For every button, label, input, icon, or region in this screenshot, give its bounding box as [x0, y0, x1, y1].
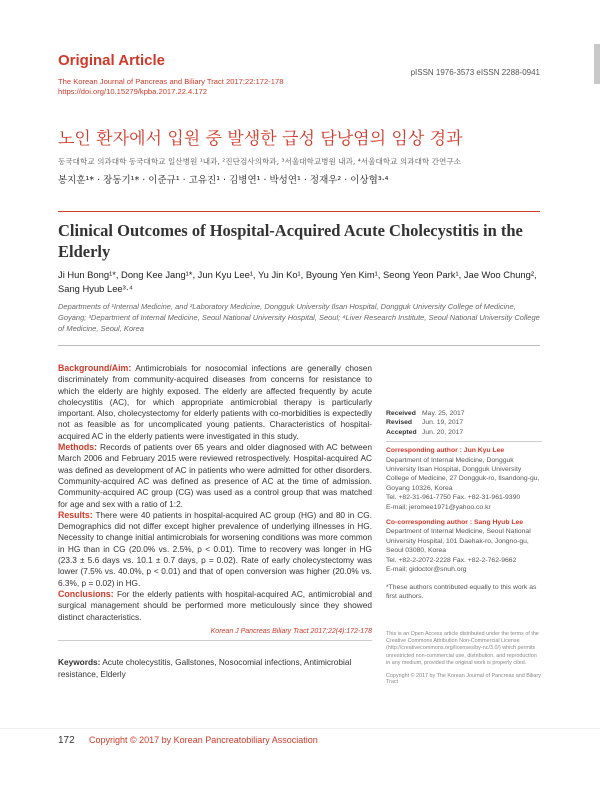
background-text: Antimicrobials for nosocomial infections are generally chosen discriminately from community-acquired diseases from concerns for resistance to which the elderly are highly exposed. The elderly are affected frequently by acute cholecystitis (AC), for which appropriate antimicrobial therapy is particularly important. Also, cholecystectomy for elderly patients with co-morbidities is expectedly not as feasible as for uncomplicated young patients. Characteristics of hospital-acquired AC in the elderly patients were investigated in this study. — [58, 363, 372, 441]
korean-title: 노인 환자에서 입원 중 발생한 급성 담낭염의 임상 경과 — [58, 129, 463, 149]
received-label: Received — [386, 410, 416, 417]
co-corresponding-author-phone: Tel. +82-2-2072-2228 Fax. +82-2-762-9662 — [386, 556, 517, 564]
results-heading: Results: — [58, 509, 93, 520]
journal-citation: The Korean Journal of Pancreas and Biliary Tract 2017;22:172-178 — [58, 77, 284, 86]
methods-heading: Methods: — [58, 442, 98, 453]
revised-label: Revised — [386, 419, 413, 427]
revised-date: Jun. 19, 2017 — [422, 419, 464, 427]
header-divider — [58, 345, 540, 346]
footer-copyright: Copyright © 2017 by Korean Pancreatobiliary Association — [89, 735, 318, 745]
keywords-heading: Keywords: — [58, 657, 101, 667]
accepted-label: Accepted — [386, 428, 417, 436]
sidebar-divider — [386, 441, 542, 442]
open-access-notice: This is an Open Access article distributed under the terms of the Creative Commons Attribution Non-Commercial License (http://creativecommons.org/licenses/by-nc/3.0/) which permits unrestricted non-commercial use, distribution, and reproduction in any medium, provided the original work is properly cited. — [386, 631, 539, 666]
co-corresponding-author-heading: Co-corresponding author : Sang Hyub Lee — [386, 519, 524, 527]
title-divider — [58, 211, 540, 212]
keywords-text: Acute cholecystitis, Gallstones, Nosocomial infections, Antimicrobial resistance, Elderly — [58, 657, 352, 679]
co-corresponding-author-address: Department of Internal Medicine, Seoul National University Hospital, 101 Daehak-ro, Jongno-gu, Seoul 03080, Korea — [386, 528, 531, 555]
abstract — [58, 363, 372, 623]
background-heading: Background/Aim: — [58, 363, 132, 373]
received-date: May. 25, 2017 — [422, 410, 465, 417]
keywords — [58, 657, 372, 680]
korean-authors: 봉지훈¹* · 장동기¹* · 이준규¹ · 고유진¹ · 김병연¹ · 박성연¹ · 정재우² · 이상협³·⁴ — [58, 175, 389, 186]
english-authors: Ji Hun Bong¹*, Dong Kee Jang¹*, Jun Kyu Lee¹, Yu Jin Ko¹, Byoung Yen Kim¹, Seong Yeon Park¹, Jae Woo Chung², Sang Hyub Lee³·⁴ — [58, 269, 537, 294]
abstract-divider — [58, 640, 372, 641]
page-number: 172 — [58, 735, 75, 746]
conclusions-heading: Conclusions: — [58, 588, 114, 599]
dates — [386, 409, 542, 437]
issn: pISSN 1976-3573 eISSN 2288-0941 — [410, 68, 540, 77]
english-title: Clinical Outcomes of Hospital-Acquired Acute Cholecystitis in the Elderly — [58, 221, 523, 261]
article-type: Original Article — [58, 52, 165, 69]
equal-contribution-note: *These authors contributed equally to this work as first authors. — [386, 583, 537, 600]
corresponding-author-phone: Tel. +82-31-961-7750 Fax. +82-31-961-9390 — [386, 494, 521, 502]
accepted-date: Jun. 20, 2017 — [422, 428, 464, 436]
results-text: There were 40 patients in hospital-acquired AC group (HG) and 80 in CG. Demographics did not differ except higher prevalence of underlying illnesses in HG. Necessity to change initial antimicrobials for worsening conditions was more common in HG than in CG (20.0% vs. 2.5%, p < 0.01). Time to recovery was longer in HG (23.3 ± 5.6 days vs. 10.1 ± 0.7 days, p = 0.02). Rate of early cholecystectomy was lower (7.5% vs. 40.0%, p < 0.01) and that of open conversion was higher (20.0% vs. 6.3%, p = 0.02) in HG. — [58, 509, 372, 588]
journal-copyright: Copyright © 2017 by The Korean Journal of Pancreas and Biliary Tract — [386, 673, 541, 685]
doi-link[interactable]: https://doi.org/10.15279/kpba.2017.22.4.172 — [58, 87, 208, 96]
co-corresponding-author-email[interactable]: E-mail; gidoctor@snuh.org — [386, 566, 467, 574]
korean-affiliations: 동국대학교 의과대학 동국대학교 일산병원 ¹내과, ²진단검사의학과, ³서울대학교병원 내과, ⁴서울대학교 의과대학 간연구소 — [58, 157, 461, 166]
corresponding-author-email[interactable]: E-mail; jeromee1971@yahoo.co.kr — [386, 503, 491, 511]
abstract-citation: Korean J Pancreas Biliary Tract 2017;22(4):172-178 — [210, 628, 372, 635]
corresponding-author-heading: Corresponding author : Jun Kyu Lee — [386, 447, 505, 455]
corresponding-author-address: Department of Internal Medicine, Dongguk University Ilsan Hospital, Dongguk University College of Medicine, 27 Dongguk-ro, Ilsandong-gu, Goyang 10326, Korea — [386, 456, 540, 492]
side-tab — [594, 44, 600, 84]
methods-text: Records of patients over 65 years and older diagnosed with AC between March 2006 and February 2015 were reviewed retrospectively. Hospital-acquired AC was defined as development of AC in patients who were admitted for other disorders. Community-acquired AC was defined as presence of AC at the time of admission. Community-acquired AC group (CG) was used as a control group that was matched for age and sex with a ratio of 1:2. — [58, 442, 372, 509]
article-info-sidebar — [386, 409, 542, 601]
footer-divider — [0, 728, 600, 729]
english-affiliations: Departments of ¹Internal Medicine, and ²Laboratory Medicine, Dongguk University Ilsan Hospital, Dongguk University College of Medicine, Goyang; ³Department of Internal Medicine, Seoul National University Hospital, Seoul; ⁴Liver Research Institute, Seoul National University College of Medicine, Seoul, Korea — [58, 302, 540, 333]
conclusions-text: For the elderly patients with hospital-acquired AC, antimicrobial and surgical management should be performed more meticulously since they showed distinct characteristics. — [58, 588, 372, 622]
